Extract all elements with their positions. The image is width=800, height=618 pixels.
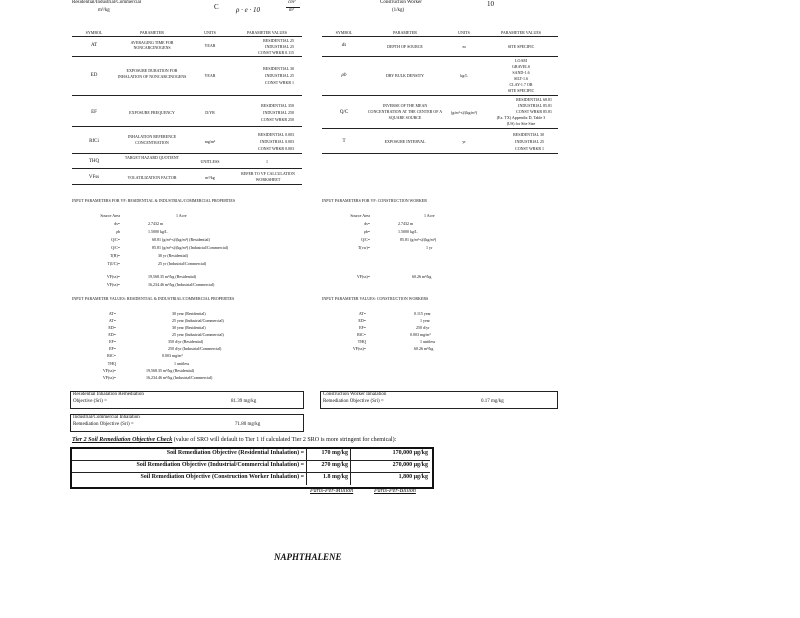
residential-result-box bbox=[70, 391, 304, 409]
header-rule bbox=[322, 36, 558, 37]
tier-row-mgkg: 170 mg/kg bbox=[321, 450, 348, 456]
table-row-parameter: INHALATION REFERENCE CONCENTRATION bbox=[127, 134, 177, 145]
vf-left-value: 2.7432 m bbox=[148, 221, 164, 226]
table-row-units: UNITLESS bbox=[200, 159, 220, 164]
col-header-units: UNITS bbox=[458, 30, 470, 35]
tier-row-mgkg: 1.8 mg/kg bbox=[322, 474, 348, 480]
formula-c: C bbox=[214, 3, 219, 11]
row-rule bbox=[72, 168, 302, 169]
tier-row-label: Soil Remediation Objective (Construction Worker Inhalation) = bbox=[140, 474, 304, 480]
sro-right-value: 1 unitless bbox=[420, 339, 436, 344]
tier-row-label: Soil Remediation Objective (Industrial/Commercial Inhalation) = bbox=[136, 462, 304, 468]
sro-left-value: 350 d/yr (Residential) bbox=[168, 339, 204, 344]
sro-left-label: EF= bbox=[109, 339, 116, 344]
row-rule bbox=[72, 95, 302, 96]
sro-right-value: 0.003 mg/m³ bbox=[410, 332, 431, 337]
table-row-units: mg/m³ bbox=[204, 139, 216, 144]
sro-right-label: VF(ss)= bbox=[352, 346, 366, 351]
vf-left-value: 25 yr (Industrial/Commercial) bbox=[158, 261, 207, 266]
vf-left-label: Q/C= bbox=[111, 237, 120, 242]
table-row-parameter: VOLATILIZATION FACTOR bbox=[127, 175, 177, 180]
table-row-value: SAND-1.6 bbox=[512, 70, 530, 75]
vf-right-value: 1 yr bbox=[426, 245, 433, 250]
industrial-result-objective: Remediation Objective (Sri) = bbox=[73, 422, 134, 427]
table-row-value: REFER TO VF CALCULATION WORKSHEET bbox=[241, 171, 295, 182]
sro-right-value: 60.26 m³/kg bbox=[414, 346, 434, 351]
sro-left-value: 25 year (Industrial/Commercial) bbox=[172, 318, 224, 323]
vf-right-value: 2.7432 m bbox=[398, 221, 414, 226]
vf-right-value: 85.81 (g/m²-s)/(kg/m³) bbox=[400, 237, 437, 242]
sro-right-label: THQ bbox=[357, 339, 366, 344]
sro-left-value: 19,568.35 m³/kg (Residential) bbox=[146, 368, 195, 373]
header-left-line2: m³/kg bbox=[98, 8, 110, 13]
col-header-parameter: PARAMETER bbox=[393, 30, 417, 35]
vf-right-vf-value: 60.26 m³/kg bbox=[412, 274, 432, 279]
table-row-value: INDUSTRIAL 85.81 bbox=[518, 103, 552, 108]
table-row-symbol: RfCi bbox=[89, 139, 99, 144]
vf-left-label: ρb bbox=[116, 229, 120, 234]
table-row-units: YEAR bbox=[204, 73, 216, 78]
sro-left-value: 30 year (Residential) bbox=[172, 325, 206, 330]
table-row-value: INDUSTRIAL 25 bbox=[265, 44, 294, 49]
construction-result-value: 0.17 mg/kg bbox=[481, 399, 504, 404]
sro-left-label: ED= bbox=[108, 332, 116, 337]
table-row-units: YEAR bbox=[204, 43, 216, 48]
row-rule bbox=[72, 56, 302, 57]
table-row-symbol: VFss bbox=[88, 175, 100, 180]
table-row-units: m bbox=[462, 44, 466, 49]
header-left-line1: Residential/Industrial/Commercial bbox=[72, 0, 142, 5]
table-row-parameter: INVERSE OF THE MEAN CONCENTRATION AT THE CENTER OF A SQUARE SOURCE bbox=[367, 103, 443, 120]
industrial-result-label: Industrial/Commercial Inhalation bbox=[73, 415, 140, 420]
table-row-value: RESIDENTIAL 350 bbox=[261, 103, 294, 108]
tier-row-mgkg: 270 mg/kg bbox=[321, 462, 348, 468]
sro-right-value: 250 d/yr bbox=[416, 325, 430, 330]
construction-result-box bbox=[320, 391, 558, 409]
vf-left-value: 1 Acre bbox=[176, 213, 187, 218]
sro-right-value: 1 year bbox=[420, 318, 430, 323]
tier-row-rule bbox=[72, 472, 430, 473]
row-rule bbox=[72, 184, 302, 185]
vf-right-vf-label: VF(ss)= bbox=[356, 274, 370, 279]
table-row-value: CLAY-1.7 OR bbox=[509, 82, 533, 87]
table-row-value: RESIDENTIAL 25 bbox=[263, 38, 294, 43]
table-row-value: (US) for Site Size bbox=[506, 121, 536, 126]
row-rule bbox=[72, 153, 302, 154]
table-row-value: CONST WRKR 250 bbox=[261, 117, 294, 122]
vf-right-value: 1 Acre bbox=[424, 213, 435, 218]
vf-left-vf-value: 16,234.46 m³/kg (Industrial/Commercial) bbox=[148, 282, 215, 287]
header-right-value: 10 bbox=[487, 0, 494, 8]
table-row-parameter: EXPOSURE INTERVAL bbox=[384, 139, 426, 144]
sro-left-label: RfC= bbox=[107, 353, 116, 358]
sro-left-label: ED= bbox=[108, 325, 116, 330]
vf-right-value: 1.5000 kg/L bbox=[398, 229, 418, 234]
row-rule bbox=[322, 95, 558, 96]
table-row-value: RESIDENTIAL 68.81 bbox=[516, 97, 552, 102]
sro-right-value: 0.115 year bbox=[414, 311, 431, 316]
sro-right-label: RfC= bbox=[357, 332, 366, 337]
table-row-parameter: EXPOSURE FREQUENCY bbox=[129, 110, 175, 115]
table-row-symbol: EF bbox=[91, 110, 97, 115]
chemical-name: NAPHTHALENE bbox=[274, 552, 342, 562]
industrial-result-box bbox=[70, 414, 304, 432]
table-row-value: CONST WRKR 1 bbox=[515, 146, 544, 151]
vf-left-vf-label: VF(ss)= bbox=[106, 274, 120, 279]
col-header-parameter: PARAMETER bbox=[140, 30, 164, 35]
row-rule bbox=[72, 126, 302, 127]
header-right-label: Construction Worker bbox=[380, 0, 422, 5]
tier-row-rule bbox=[72, 460, 430, 461]
col-header-symbol: SYMBOL bbox=[335, 30, 353, 35]
table-row-parameter: AVERAGING TIME FOR NONCARCINOGENS bbox=[130, 40, 174, 50]
vf-right-label: ρb= bbox=[363, 229, 370, 234]
vf-left-label: T(I/C)= bbox=[107, 261, 120, 266]
sro-left-label: AT= bbox=[108, 318, 116, 323]
table-row-parameter: DRY BULK DENSITY bbox=[385, 73, 425, 78]
vf-left-label: Source Area bbox=[100, 213, 120, 218]
sro-right-label: EF= bbox=[359, 325, 366, 330]
col-header-symbol: SYMBOL bbox=[85, 30, 103, 35]
table-row-value: GRAVELS bbox=[512, 64, 530, 69]
sro-left-value: 30 year (Residential) bbox=[172, 311, 206, 316]
construction-result-label: Construction Worker Inhalation bbox=[323, 392, 387, 397]
table-row-parameter: EXPOSURE DURATION FOR INHALATION OF NONCARCINOGENS bbox=[117, 68, 187, 79]
tier-row-ugkg: 1,800 μg/kg bbox=[398, 474, 428, 480]
table-row-value: SITE SPECIFIC bbox=[507, 88, 535, 93]
residential-result-objective: Objective (Sri) = bbox=[73, 399, 107, 404]
table-row-value: INDUSTRIAL 0.003 bbox=[260, 139, 294, 144]
sro-left-value: 250 d/yr (Industrial/Commercial) bbox=[168, 346, 222, 351]
sro-left-value: 16,234.46 m³/kg (Industrial/Commercial) bbox=[146, 375, 213, 380]
table-row-value: INDUSTRIAL 25 bbox=[515, 139, 544, 144]
table-row-symbol: ds bbox=[341, 43, 347, 48]
tier-heading-line bbox=[72, 437, 396, 443]
table-row-value: CONST WRKR 1 bbox=[265, 80, 294, 85]
table-row-value: 1 bbox=[266, 159, 268, 164]
table-row-value: RESIDENTIAL 30 bbox=[513, 132, 544, 137]
table-row-value: LOAM bbox=[515, 58, 527, 63]
table-row-units: kg/L bbox=[460, 73, 468, 78]
row-rule bbox=[322, 153, 558, 154]
table-row-value: CONST WRKR 0.003 bbox=[258, 146, 294, 151]
header-right-sub: (1/kg) bbox=[392, 8, 405, 13]
tier-heading: Tier 2 Soil Remediation Objective Check bbox=[72, 437, 173, 443]
table-row-symbol: ρb bbox=[341, 73, 347, 78]
sro-right-label: ED= bbox=[358, 318, 366, 323]
table-row-symbol: AT bbox=[90, 43, 98, 48]
sro-left-label: EF= bbox=[109, 346, 116, 351]
tier-row-ugkg: 270,000 μg/kg bbox=[392, 462, 428, 468]
sro-left-value: 25 year (Industrial/Commercial) bbox=[172, 332, 224, 337]
col-header-values: PARAMETER VALUES bbox=[500, 30, 542, 35]
table-row-value: CONST WRKR 85.81 bbox=[516, 109, 552, 114]
formula-unit-top: cm³ bbox=[288, 0, 296, 5]
table-row-units: (g/m²-s)/(kg/m³) bbox=[450, 110, 478, 115]
formula-unit-bottom: m³ bbox=[289, 8, 295, 13]
col-header-units: UNITS bbox=[204, 30, 216, 35]
vf-right-title: INPUT PARAMETERS FOR VF: CONSTRUCTION WORKER bbox=[322, 198, 427, 203]
table-row-symbol: T bbox=[342, 139, 346, 144]
table-row-value: (Ex. TX) Appendix D, Table 3 bbox=[496, 115, 546, 120]
ppm-label: Parts-Per-Million bbox=[310, 488, 354, 494]
tier-heading-note: (value of SRO will default to Tier 1 if calculated Tier 2 SRO is more stringent for chemical): bbox=[173, 437, 397, 443]
table-row-value: INDUSTRIAL 250 bbox=[263, 110, 294, 115]
construction-result-objective: Remediation Objective (Sri) = bbox=[323, 399, 384, 404]
table-row-units: yr bbox=[462, 139, 466, 144]
vf-left-vf-label: VF(ss)= bbox=[106, 282, 120, 287]
sro-left-label: VF(ss)= bbox=[102, 368, 116, 373]
table-row-units: m³/kg bbox=[205, 175, 215, 180]
sro-left-label: AT= bbox=[108, 311, 116, 316]
vf-right-label: ds= bbox=[364, 221, 370, 226]
table-row-value: CONST WRKR 0.115 bbox=[258, 50, 294, 55]
sro-left-value: 0.003 mg/m³ bbox=[162, 353, 183, 358]
table-row-value: SILT-1.6 bbox=[513, 76, 529, 81]
table-row-symbol: ED bbox=[90, 73, 98, 78]
table-row-value: SITE SPECIFIC bbox=[507, 44, 535, 49]
vf-right-label: T(cw)= bbox=[357, 245, 370, 250]
col-header-values: PARAMETER VALUES bbox=[246, 30, 288, 35]
vf-right-label: Source Area bbox=[350, 213, 370, 218]
sro-right-title: INPUT PARAMETER VALUES: CONSTRUCTION WORKERS bbox=[322, 296, 429, 301]
vf-left-vf-value: 19,568.35 m³/kg (Residential) bbox=[148, 274, 197, 279]
table-row-symbol: Q/C bbox=[339, 110, 349, 115]
tier-row-label: Soil Remediation Objective (Residential Inhalation) = bbox=[166, 450, 304, 456]
vf-left-label: ds= bbox=[114, 221, 120, 226]
vf-left-label: T(R)= bbox=[109, 253, 120, 258]
table-row-parameter: DEPTH OF SOURCE bbox=[387, 44, 423, 49]
ppb-label: Parts-Per-Billion bbox=[374, 488, 416, 494]
row-rule bbox=[322, 56, 558, 57]
vf-left-value: 85.81 (g/m²-s)/(kg/m³) (Industrial/Commercial) bbox=[152, 245, 229, 250]
sro-left-label: VF(ss)= bbox=[102, 375, 116, 380]
vf-left-value: 30 yr (Residential) bbox=[158, 253, 188, 258]
row-rule bbox=[322, 128, 558, 129]
tier-row-ugkg: 170,000 μg/kg bbox=[392, 450, 428, 456]
vf-right-label: Q/C= bbox=[361, 237, 370, 242]
industrial-result-value: 71.80 mg/kg bbox=[235, 422, 261, 427]
table-row-value: RESIDENTIAL 0.003 bbox=[258, 132, 294, 137]
table-row-symbol: THQ bbox=[88, 159, 100, 164]
sro-right-label: AT= bbox=[358, 311, 366, 316]
table-row-parameter: TARGET HAZARD QUOTIENT bbox=[124, 155, 180, 160]
table-row-units: D/YR bbox=[205, 110, 215, 115]
sro-left-value: 1 unitless bbox=[174, 361, 190, 366]
sro-left-label: THQ bbox=[107, 361, 116, 366]
formula-main: ρ · e · 10 bbox=[236, 6, 260, 14]
vf-left-value: 1.5000 kg/L bbox=[148, 229, 168, 234]
table-row-value: INDUSTRIAL 25 bbox=[265, 73, 294, 78]
vf-left-value: 68.81 (g/m²-s)/(kg/m³) (Residential) bbox=[152, 237, 210, 242]
header-rule bbox=[72, 36, 302, 37]
residential-result-label: Residential Inhalation Remediation bbox=[73, 392, 144, 397]
table-row-value: RESIDENTIAL 30 bbox=[263, 66, 294, 71]
sro-left-title: INPUT PARAMETER VALUES: RESIDENTIAL & INDUSTRIAL/COMMERCIAL PROPERTIES bbox=[72, 296, 235, 301]
vf-left-title: INPUT PARAMETERS FOR VF: RESIDENTIAL & INDUSTRIAL/COMMERCIAL PROPERTIES bbox=[72, 198, 236, 203]
vf-left-label: Q/C= bbox=[111, 245, 120, 250]
residential-result-value: 81.39 mg/kg bbox=[231, 399, 257, 404]
